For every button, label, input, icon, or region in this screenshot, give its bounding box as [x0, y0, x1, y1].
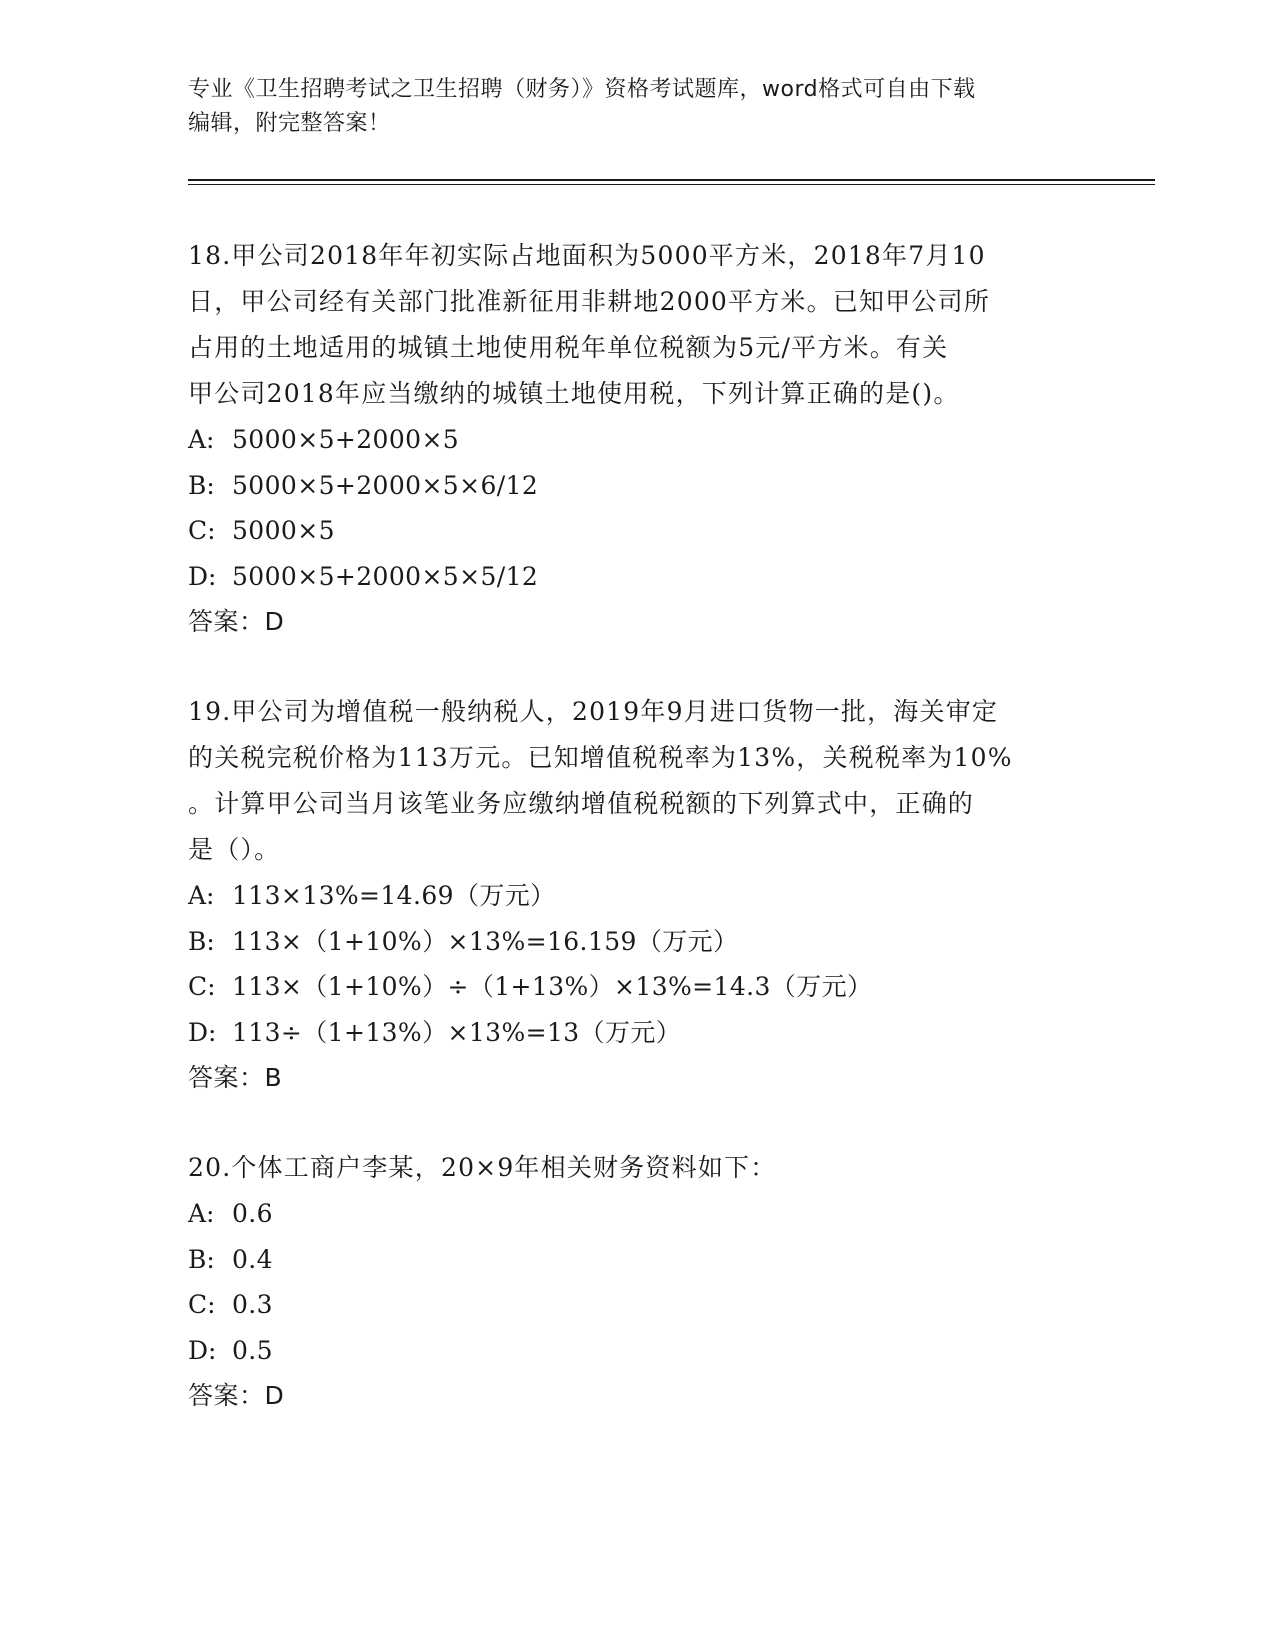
header-line: 专业《卫生招聘考试之卫生招聘（财务）》资格考试题库，word格式可自由下载 — [188, 77, 976, 102]
option-d — [188, 1010, 1088, 1056]
question-stem — [188, 689, 1088, 873]
answer-label: 答案： — [188, 1381, 265, 1410]
option-text: 113×（1+10%）÷（1+13%）×13%=14.3（万元） — [232, 972, 873, 1001]
option-text: 0.5 — [232, 1335, 273, 1365]
answer-value: B — [264, 1063, 282, 1092]
stem-line: 19.甲公司为增值税一般纳税人，2019年9月进口货物一批，海关审定 — [188, 697, 999, 726]
option-text: 113×（1+10%）×13%=16.159（万元） — [232, 926, 739, 956]
option-letter: C: — [188, 516, 216, 545]
stem-line: 是（）。 — [188, 835, 281, 864]
option-letter: D: — [188, 561, 217, 591]
option-letter: B: — [188, 1244, 215, 1274]
option-d — [188, 1328, 1088, 1374]
option-letter: B: — [188, 470, 215, 500]
option-letter: A: — [188, 1199, 215, 1228]
option-letter: C: — [188, 972, 216, 1001]
option-text: 113×13%=14.69（万元） — [232, 881, 556, 910]
header-divider-thin — [188, 184, 1155, 185]
option-text: 0.4 — [232, 1244, 273, 1274]
option-c — [188, 964, 1088, 1010]
answer-line — [188, 1055, 1088, 1101]
option-letter: D: — [188, 1335, 217, 1365]
answer-line — [188, 599, 1088, 645]
stem-line: 20.个体工商户李某，20×9年相关财务资料如下： — [188, 1153, 777, 1182]
option-text: 5000×5+2000×5×6/12 — [232, 470, 539, 500]
option-letter: A: — [188, 881, 215, 910]
option-c — [188, 1282, 1088, 1328]
option-letter: C: — [188, 1290, 216, 1319]
question-stem — [188, 1145, 1088, 1191]
option-d — [188, 554, 1088, 600]
option-b — [188, 1237, 1088, 1283]
question-20 — [188, 1145, 1088, 1419]
answer-label: 答案： — [188, 607, 265, 636]
document-header — [188, 73, 1088, 141]
question-19 — [188, 689, 1088, 1101]
option-text: 5000×5 — [232, 516, 335, 545]
answer-value: D — [264, 1381, 284, 1410]
header-line: 编辑，附完整答案！ — [188, 111, 391, 136]
question-stem — [188, 233, 1088, 417]
stem-line: 。计算甲公司当月该笔业务应缴纳增值税税额的下列算式中，正确的 — [188, 789, 975, 818]
option-a — [188, 1191, 1088, 1237]
stem-line: 的关税完税价格为113万元。已知增值税税率为13%，关税税率为10% — [188, 743, 1013, 772]
option-c — [188, 508, 1088, 554]
option-b — [188, 919, 1088, 965]
answer-line — [188, 1373, 1088, 1419]
stem-line: 占用的土地适用的城镇土地使用税年单位税额为5元/平方米。有关 — [188, 333, 949, 362]
question-18 — [188, 233, 1088, 645]
answer-label: 答案： — [188, 1063, 265, 1092]
option-a — [188, 417, 1088, 463]
option-text: 113÷（1+13%）×13%=13（万元） — [232, 1017, 682, 1047]
option-text: 0.3 — [232, 1290, 273, 1319]
option-letter: B: — [188, 926, 215, 956]
option-text: 0.6 — [232, 1199, 273, 1228]
stem-line: 18.甲公司2018年年初实际占地面积为5000平方米，2018年7月10 — [188, 241, 986, 270]
option-b — [188, 463, 1088, 509]
option-letter: A: — [188, 425, 215, 454]
header-divider-thick — [188, 179, 1155, 181]
option-text: 5000×5+2000×5 — [232, 425, 460, 454]
stem-line: 日，甲公司经有关部门批准新征用非耕地2000平方米。已知甲公司所 — [188, 287, 991, 316]
answer-value: D — [264, 607, 284, 636]
option-letter: D: — [188, 1017, 217, 1047]
stem-line: 甲公司2018年应当缴纳的城镇土地使用税，下列计算正确的是()。 — [188, 379, 960, 408]
option-a — [188, 873, 1088, 919]
option-text: 5000×5+2000×5×5/12 — [232, 561, 539, 591]
